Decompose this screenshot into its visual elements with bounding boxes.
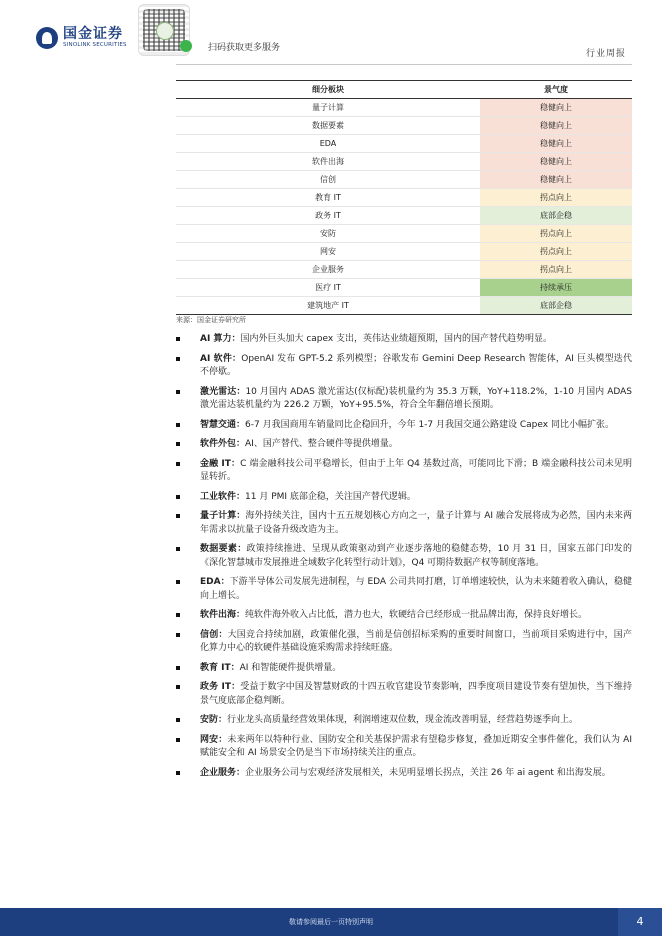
list-item: [176, 629, 632, 656]
footer-bar: [0, 908, 662, 936]
bullet-title: AI 算力：: [200, 334, 241, 344]
sector-status: 拐点向上: [480, 225, 632, 243]
bullet-text: 受益于数字中国及智慧财政的十四五收官建设节奏影响，四季度项目建设节奏有望加快，当下维持景气度底部企稳判断。: [200, 682, 632, 706]
bullet-text: 行业龙头高质量经营效果体现，利润增速双位数，现金流改善明显，经营趋势逐季向上。: [227, 715, 579, 725]
table-row: [176, 207, 632, 225]
bullet-square-icon: [176, 423, 180, 427]
sector-status: 拐点向上: [480, 243, 632, 261]
bullet-text: 大国竞合持续加剧，政策催化强，当前是信创招标采购的重要时间窗口，当前项目采购进行中，国产化算力中心的软硬件基础设施采购需求持续旺盛。: [200, 629, 632, 653]
sector-status: 稳健向上: [480, 99, 632, 117]
bullet-text: 6-7 月我国商用车销量同比企稳回升，今年 1-7 月我国交通公路建设 Capex 同比小幅扩张。: [245, 419, 614, 430]
table-row: [176, 225, 632, 243]
bullet-title: 智慧交通：: [200, 419, 246, 430]
sector-commentary-list: [176, 333, 632, 786]
bullet-title: 激光雷达：: [200, 386, 246, 397]
bullet-square-icon: [176, 442, 180, 446]
bullet-title: 金融 IT：: [200, 458, 241, 469]
list-item: [176, 419, 632, 433]
bullet-title: AI 软件：: [200, 353, 242, 364]
bullet-title: 网安：: [200, 734, 228, 745]
sector-name: 数据要素: [176, 117, 480, 135]
sector-status: 拐点向上: [480, 261, 632, 279]
bullet-title: EDA：: [200, 577, 230, 587]
sector-name: 建筑地产 IT: [176, 297, 480, 315]
list-item: [176, 333, 632, 347]
column-header-status: 景气度: [480, 81, 632, 99]
bullet-square-icon: [176, 495, 180, 499]
sector-status: 拐点向上: [480, 189, 632, 207]
bullet-text: 国内外巨头加大 capex 支出，英伟达业绩超预期，国内的国产替代趋势明显。: [240, 334, 553, 344]
table-row: [176, 189, 632, 207]
table-row: [176, 171, 632, 189]
bullet-text: 11 月 PMI 底部企稳，关注国产替代逻辑。: [245, 491, 416, 502]
sector-sentiment-table: [176, 80, 632, 315]
bullet-square-icon: [176, 580, 180, 584]
sector-status: 稳健向上: [480, 171, 632, 189]
sector-name: 量子计算: [176, 99, 480, 117]
sector-name: 安防: [176, 225, 480, 243]
header-divider: [176, 64, 632, 65]
bullet-square-icon: [176, 462, 180, 466]
bullet-square-icon: [176, 613, 180, 617]
bullet-square-icon: [176, 685, 180, 689]
table-row: [176, 153, 632, 171]
sector-name: 信创: [176, 171, 480, 189]
sector-name: 网安: [176, 243, 480, 261]
bullet-text: AI、国产替代、整合硬件等提供增量。: [245, 439, 398, 449]
sector-status: 持续承压: [480, 279, 632, 297]
list-item: [176, 438, 632, 452]
bullet-text: AI 和智能硬件提供增量。: [239, 662, 342, 673]
bullet-title: 数据要素：: [200, 544, 247, 554]
table-row: [176, 261, 632, 279]
sector-name: 教育 IT: [176, 189, 480, 207]
bullet-square-icon: [176, 666, 180, 670]
bullet-square-icon: [176, 357, 180, 361]
bullet-text: 政策持续推进、呈现从政策驱动到产业逐步落地的稳健态势，10 月 31 日，国家五部门印发的《深化智慧城市发展推进全域数字化转型行动计划》，Q4 可期待数据产权等制度落地。: [200, 544, 632, 568]
logo-name-en: SINOLINK SECURITIES: [63, 42, 127, 48]
bullet-title: 软件外包：: [200, 439, 246, 449]
column-header-sector: 细分板块: [176, 81, 480, 99]
table-row: [176, 279, 632, 297]
qr-caption: 扫码获取更多服务: [208, 43, 281, 53]
bullet-text: 海外持续关注，国内十五五规划核心方向之一，量子计算与 AI 融合发展将成为必然，国内未来两年需求以抗量子设备升级改造为主。: [200, 511, 632, 535]
bullet-square-icon: [176, 771, 180, 775]
bullet-title: 软件出海：: [200, 610, 246, 620]
bullet-title: 工业软件：: [200, 491, 246, 502]
bullet-text: 下游半导体公司发展先进制程，与 EDA 公司共同打磨，订单增速较快，认为未来随着收入确认，稳健向上增长。: [200, 577, 632, 601]
sector-name: EDA: [176, 135, 480, 153]
document-type: 行业周报: [585, 49, 626, 59]
logo-name-cn: 国金证券: [63, 26, 123, 42]
list-item: [176, 510, 632, 537]
page-number: 4: [618, 908, 662, 936]
list-item: [176, 767, 632, 781]
table-row: [176, 135, 632, 153]
bullet-square-icon: [176, 337, 180, 341]
bullet-title: 信创：: [200, 629, 228, 640]
sector-status: 底部企稳: [480, 207, 632, 225]
bullet-text: OpenAI 发布 GPT-5.2 系列模型；谷歌发布 Gemini Deep Research 智能体，AI 巨头模型迭代不停歇。: [200, 353, 632, 377]
bullet-text: 企业服务公司与宏观经济发展相关，未见明显增长拐点，关注 26 年 ai agent 和出海发展。: [245, 767, 611, 778]
sector-name: 医疗 IT: [176, 279, 480, 297]
table-source: 来源：国金证券研究所: [176, 316, 246, 324]
sector-name: 企业服务: [176, 261, 480, 279]
bullet-text: C 端金融科技公司平稳增长，但由于上年 Q4 基数过高，可能同比下滑；B 端金融科技公司未见明显转折。: [200, 458, 633, 482]
bullet-title: 企业服务：: [200, 767, 246, 778]
table-row: [176, 297, 632, 315]
list-item: [176, 714, 632, 728]
sector-status: 稳健向上: [480, 153, 632, 171]
sector-status: 稳健向上: [480, 135, 632, 153]
table-row: [176, 99, 632, 117]
company-logo: [36, 26, 127, 49]
sector-name: 软件出海: [176, 153, 480, 171]
list-item: [176, 386, 632, 413]
sector-status: 稳健向上: [480, 117, 632, 135]
bullet-square-icon: [176, 547, 180, 551]
list-item: [176, 681, 632, 708]
bullet-title: 政务 IT：: [200, 682, 241, 692]
bullet-square-icon: [176, 738, 180, 742]
bullet-square-icon: [176, 718, 180, 722]
table-row: [176, 243, 632, 261]
list-item: [176, 609, 632, 623]
bullet-text: 10 月国内 ADAS 激光雷达(仅标配)装机量约为 35.3 万颗，YoY+118.2%，1-10 月国内 ADAS 激光雷达装机量约为 226.2 万颗，YoY+95.5%，符合全年翻倍增长预期。: [200, 386, 632, 410]
list-item: [176, 353, 632, 380]
list-item: [176, 543, 632, 570]
bullet-square-icon: [176, 514, 180, 518]
bullet-text: 纯软件海外收入占比低，潜力也大，软硬结合已经形成一批品牌出海，保持良好增长。: [245, 610, 588, 620]
sector-status: 底部企稳: [480, 297, 632, 315]
sector-name: 政务 IT: [176, 207, 480, 225]
list-item: [176, 662, 632, 676]
bullet-title: 安防：: [200, 715, 228, 725]
qr-center-logo-icon: [156, 22, 174, 40]
bullet-title: 量子计算：: [200, 511, 246, 521]
logo-icon: [36, 27, 58, 49]
list-item: [176, 491, 632, 505]
bullet-title: 教育 IT：: [200, 662, 240, 673]
wechat-icon: [180, 40, 192, 52]
footer-disclaimer: 敬请参阅最后一页特别声明: [289, 918, 373, 926]
list-item: [176, 576, 632, 603]
bullet-square-icon: [176, 633, 180, 637]
bullet-text: 未来两年以特种行业、国防安全和关基保护需求有望稳步修复，叠加近期安全事件催化，我们认为 AI 赋能安全和 AI 场景安全仍是当下市场持续关注的重点。: [200, 734, 632, 758]
table-row: [176, 117, 632, 135]
bullet-square-icon: [176, 390, 180, 394]
list-item: [176, 458, 632, 485]
list-item: [176, 734, 632, 761]
